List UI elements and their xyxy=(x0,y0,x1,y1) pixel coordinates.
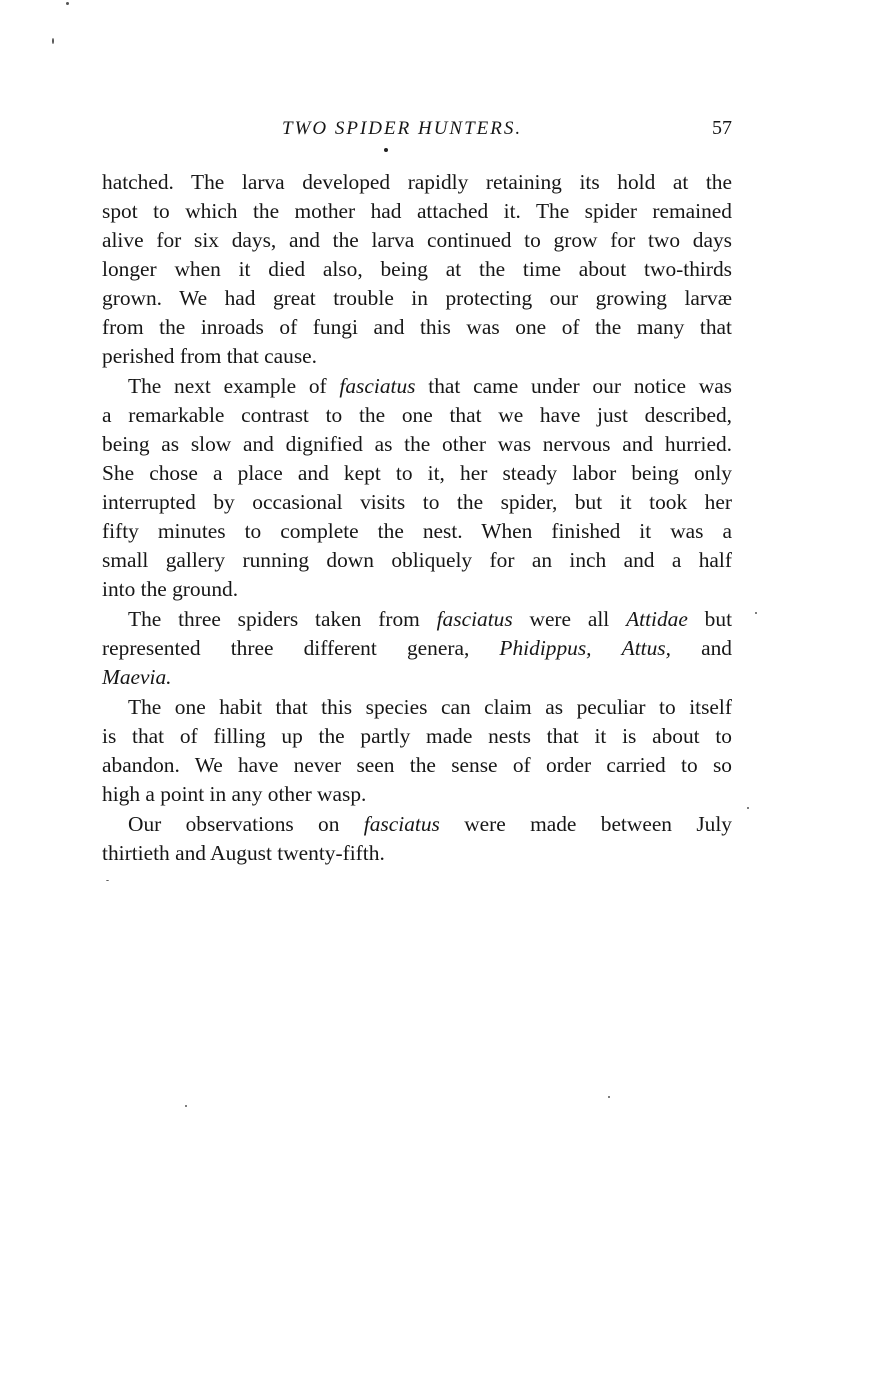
running-head xyxy=(102,118,732,148)
italic-term: Maevia. xyxy=(102,665,172,689)
text-line: high a point in any other wasp. xyxy=(102,782,367,806)
paragraph-4 xyxy=(102,693,732,809)
text-line xyxy=(102,634,732,663)
running-title: TWO SPIDER HUNTERS. xyxy=(282,118,523,139)
page-number: 57 xyxy=(712,117,732,139)
paragraph-3 xyxy=(102,605,732,692)
text-run: were made between July xyxy=(439,812,732,836)
text-run: but xyxy=(687,607,733,631)
text-line xyxy=(102,372,732,401)
paragraph-5 xyxy=(102,810,732,868)
text-line xyxy=(102,605,732,634)
text-line: a remarkable contrast to the one that we have just described, xyxy=(102,403,732,427)
scan-speck xyxy=(106,880,109,881)
text-line: She chose a place and kept to it, her steady labor being only xyxy=(102,461,732,485)
italic-term: Attus, xyxy=(621,636,671,660)
text-run xyxy=(592,636,622,660)
italic-term: Phidippus, xyxy=(499,636,592,660)
text-line: The one habit that this species can claim as peculiar to itself xyxy=(128,695,732,719)
text-line: alive for six days, and the larva continued to grow for two days xyxy=(102,228,732,252)
text-run: and xyxy=(670,636,732,660)
text-run: represented three different genera, xyxy=(102,636,500,660)
scan-speck xyxy=(608,1096,610,1098)
scan-speck xyxy=(185,1105,187,1107)
text-line: spot to which the mother had attached it. The spider remained xyxy=(102,199,732,223)
text-line: interrupted by occasional visits to the spider, but it took her xyxy=(102,490,732,514)
body-text xyxy=(102,168,732,869)
text-line: abandon. We have never seen the sense of order carried to so xyxy=(102,753,732,777)
scan-speck xyxy=(747,807,749,809)
paragraph-1 xyxy=(102,168,732,371)
italic-term: fasciatus xyxy=(339,374,416,398)
text-line: is that of filling up the partly made nests that it is about to xyxy=(102,724,732,748)
text-run: were all xyxy=(512,607,627,631)
text-line: longer when it died also, being at the time about two-thirds xyxy=(102,257,732,281)
text-line: thirtieth and August twenty-fifth. xyxy=(102,841,385,865)
text-line: into the ground. xyxy=(102,577,239,601)
italic-term: fasciatus xyxy=(363,812,440,836)
text-line: small gallery running down obliquely for an inch and a half xyxy=(102,548,732,572)
italic-term: Attidae xyxy=(626,607,688,631)
text-run: The three spiders taken from xyxy=(128,607,437,631)
scan-speck xyxy=(384,148,388,152)
paragraph-2 xyxy=(102,372,732,604)
text-line: fifty minutes to complete the nest. When finished it was a xyxy=(102,519,732,543)
scan-speck xyxy=(52,38,54,44)
text-line xyxy=(102,810,732,839)
text-line: perished from that cause. xyxy=(102,344,318,368)
text-run: Our observations on xyxy=(128,812,364,836)
text-line: hatched. The larva developed rapidly retaining its hold at the xyxy=(102,170,732,194)
text-line: being as slow and dignified as the other was nervous and hurried. xyxy=(102,432,732,456)
italic-term: fasciatus xyxy=(436,607,513,631)
text-run: that came under our notice was xyxy=(415,374,733,398)
text-line: grown. We had great trouble in protecting our growing larvæ xyxy=(102,286,732,310)
scan-speck xyxy=(755,612,757,614)
text-line: from the inroads of fungi and this was one of the many that xyxy=(102,315,732,339)
scan-speck xyxy=(66,2,69,5)
text-run: The next example of xyxy=(128,374,340,398)
text-line xyxy=(102,663,732,692)
